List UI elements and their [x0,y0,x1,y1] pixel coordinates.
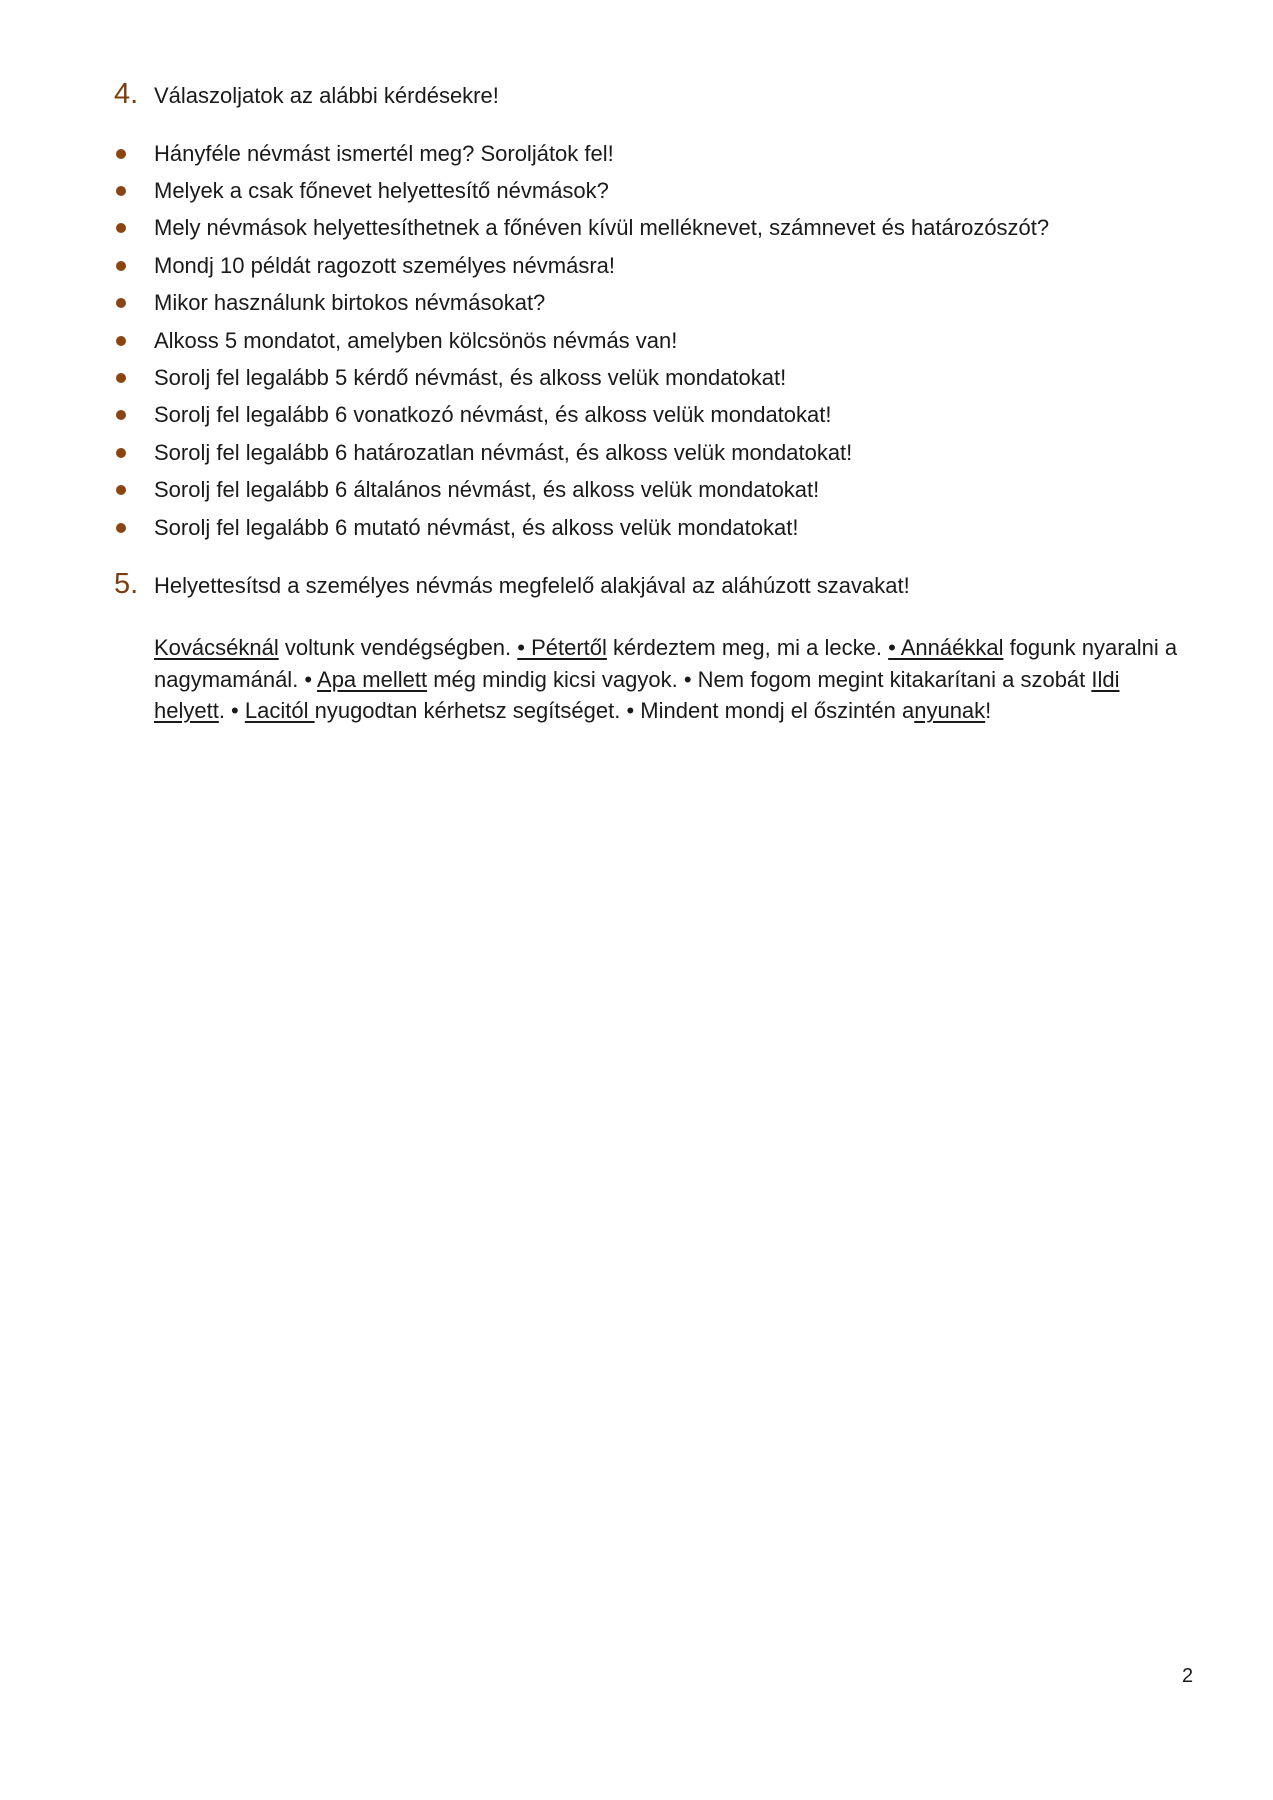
question-text: Mely névmások helyettesíthetnek a főnéven kívül melléknevet, számnevet és határozószót? [154,215,1050,241]
text-segment: nyugodtan kérhetsz segítséget. • Mindent mondj el őszintén a [314,698,915,723]
question-text: Sorolj fel legalább 6 határozatlan névmást, és alkoss velük mondatokat! [154,439,853,465]
text-segment: még mindig kicsi vagyok. • Nem fogom megint kitakarítani a szobát [427,666,1092,692]
text-segment: fogunk nyaralni a nagymamánál. • [154,635,1178,692]
list-item [114,397,1049,434]
question-text: Sorolj fel legalább 6 mutató névmást, és alkoss velük mondatokat! [154,514,799,540]
text-segment: kérdeztem meg, mi a lecke. [606,635,889,660]
exercise-paragraph [154,632,1194,727]
section-title: Helyettesítsd a személyes névmás megfelelő alakjával az aláhúzott szavakat! [154,573,910,598]
list-item [114,359,1049,396]
question-text: Mondj 10 példát ragozott személyes névmásra! [154,252,616,278]
list-item [114,135,1049,172]
underlined-word: Apa mellett [317,666,428,692]
question-text: Mikor használunk birtokos névmásokat? [154,290,546,316]
question-text: Sorolj fel legalább 6 általános névmást, és alkoss velük mondatokat! [154,477,820,503]
section-4-heading [114,78,499,111]
underlined-word: Lacitól [244,698,315,723]
underlined-word: • Annáékkal [888,635,1004,660]
list-item [114,434,1049,471]
question-text: Sorolj fel legalább 6 vonatkozó névmást, és alkoss velük mondatokat! [154,402,832,428]
question-text: Melyek a csak főnevet helyettesítő névmások? [154,178,609,204]
list-item [114,472,1049,509]
section-number: 5. [114,568,139,600]
bullet-icon [116,261,126,271]
underlined-word: • Pétertől [517,635,607,660]
text-segment: voltunk vendégségben. [278,635,518,660]
bullet-icon [116,149,126,159]
list-item [114,210,1049,247]
page-number: 2 [1182,1665,1194,1687]
question-text: Alkoss 5 mondatot, amelyben kölcsönös névmás van! [154,327,678,353]
list-item [114,509,1049,546]
bullet-icon [116,223,126,233]
section-title: Válaszoljatok az alábbi kérdésekre! [154,83,499,108]
underlined-word: nyunak [914,698,986,723]
question-list [114,135,1049,546]
section-number: 4. [114,78,139,110]
bullet-icon [116,485,126,495]
bullet-icon [116,523,126,533]
question-text: Hányféle névmást ismertél meg? Soroljátok fel! [154,140,614,166]
section-5-heading [114,568,910,601]
bullet-icon [116,186,126,196]
list-item [114,172,1049,209]
text-segment: ! [985,698,992,723]
bullet-icon [116,373,126,383]
list-item [114,285,1049,322]
underlined-word: Ildi helyett [154,666,1120,723]
underlined-word: Kovácséknál [154,635,279,660]
bullet-icon [116,336,126,346]
list-item [114,322,1049,359]
list-item [114,247,1049,284]
text-segment: . • [218,698,245,723]
bullet-icon [116,298,126,308]
question-text: Sorolj fel legalább 5 kérdő névmást, és alkoss velük mondatokat! [154,365,787,391]
bullet-icon [116,410,126,420]
bullet-icon [116,448,126,458]
